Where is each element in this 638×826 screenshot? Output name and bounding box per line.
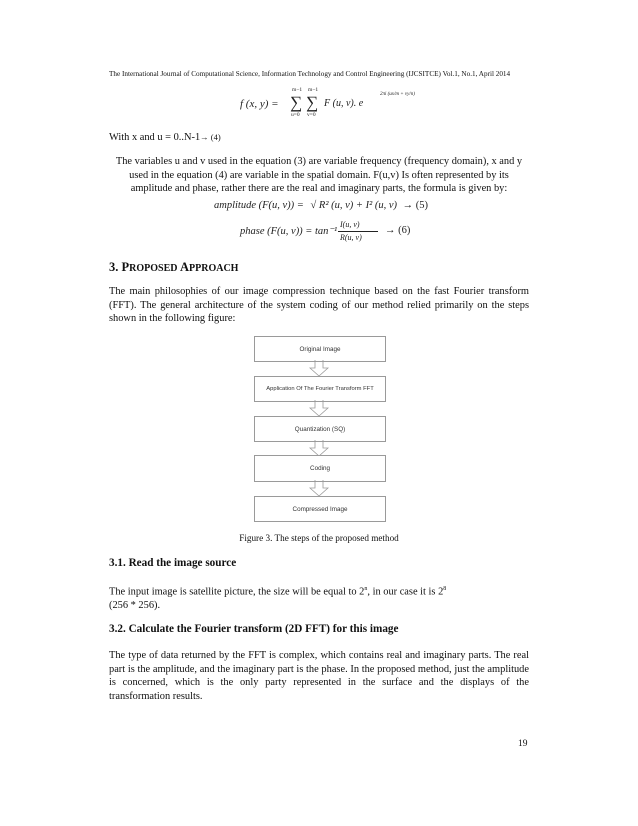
- down-arrow-icon: [309, 480, 329, 497]
- phase-lhs: phase (F(u, v)) = tan⁻¹: [240, 226, 338, 237]
- sigma-icon: ∑: [290, 93, 303, 112]
- eq-body: F (u, v). e: [324, 98, 364, 109]
- down-arrow-icon: [309, 360, 329, 377]
- eq-sum2-top: m−1: [308, 87, 319, 93]
- down-arrow-icon: [309, 400, 329, 417]
- sigma-icon: ∑: [306, 93, 319, 112]
- flowchart-figure: [254, 336, 388, 522]
- equation-phase: [240, 218, 440, 246]
- section-title-cap: A: [179, 260, 190, 274]
- flow-step-coding: Coding: [254, 455, 386, 482]
- subsection-3-1-text: [109, 583, 529, 613]
- text-segment: (256 * 256).: [109, 600, 161, 612]
- phase-ref: → (6): [385, 225, 411, 236]
- amplitude-lhs: amplitude (F(u, v)) =: [214, 200, 304, 211]
- flow-step-fft: Application Of The Fourier Transform FFT: [254, 376, 386, 402]
- equation-inverse-fft: [240, 88, 440, 120]
- section-heading: [109, 260, 238, 275]
- flow-step-quantization: Quantization (SQ): [254, 416, 386, 442]
- amplitude-ref: → (5): [402, 200, 429, 211]
- flow-step-original-image: Original Image: [254, 336, 386, 362]
- with-line-text: With x and u = 0..N-1: [109, 132, 201, 143]
- equation-amplitude: [214, 200, 444, 216]
- journal-header: The International Journal of Computational Science, Information Technology and Control Engineering (IJCSITCE) Vol.1, No.1, April 2014: [109, 70, 511, 78]
- subsection-3-1-title: 3.1. Read the image source: [109, 557, 237, 569]
- paragraph-variables: The variables u and v used in the equation (3) are variable frequency (frequency domain), x and y used in the equation (4) are variable in the spatial domain. F(u,v) Is often represented by its amplitude and phase, rather there are the real and imaginary parts, the formula is given by:: [115, 156, 523, 195]
- eq-sum1-top: m−1: [292, 87, 303, 93]
- eq-lhs: f (x, y) =: [240, 98, 279, 110]
- subsection-3-2-title: 3.2. Calculate the Fourier transform (2D FFT) for this image: [109, 623, 399, 635]
- superscript-n: n: [364, 586, 368, 592]
- section-number: 3.: [109, 260, 119, 274]
- figure-caption: Figure 3. The steps of the proposed method: [239, 533, 399, 543]
- phase-numerator: I(u, v): [340, 220, 360, 229]
- flow-step-compressed-image: Compressed Image: [254, 496, 386, 522]
- superscript-8: 8: [443, 586, 447, 592]
- subsection-3-2-text: The type of data returned by the FFT is complex, which contains real and imaginary parts. The real part is the amplitude, and the imaginary part is the phase. In the proposed method, just the amplitude is concerned, which is the only party represented in the surface and the displays of the transformation results.: [109, 650, 529, 702]
- phase-denominator: R(u, v): [340, 233, 362, 242]
- fraction-bar: [338, 231, 378, 232]
- section-title-smallcaps: ROPOSED: [129, 263, 180, 274]
- with-line: [109, 131, 221, 145]
- section-title-cap: P: [121, 260, 130, 274]
- section-title-smallcaps: PPROACH: [189, 263, 239, 274]
- equation-ref: → (4): [200, 132, 221, 142]
- page-number: 19: [518, 739, 528, 749]
- eq-sum2-bottom: v=0: [307, 112, 316, 118]
- paragraph-approach: The main philosophies of our image compression technique based on the fast Fourier transform (FFT). The general architecture of the system coding of our method relied primarily on the steps shown in the following figure:: [109, 286, 529, 325]
- eq-exponent: 2πi (ux/m + vy/n): [380, 92, 415, 97]
- amplitude-rhs: √ R² (u, v) + I² (u, v): [310, 200, 398, 211]
- eq-sum1-bottom: u=0: [291, 112, 300, 118]
- text-segment: The input image is satellite picture, the size will be equal to 2: [109, 586, 365, 598]
- text-segment: , in our case it is 2: [367, 586, 444, 598]
